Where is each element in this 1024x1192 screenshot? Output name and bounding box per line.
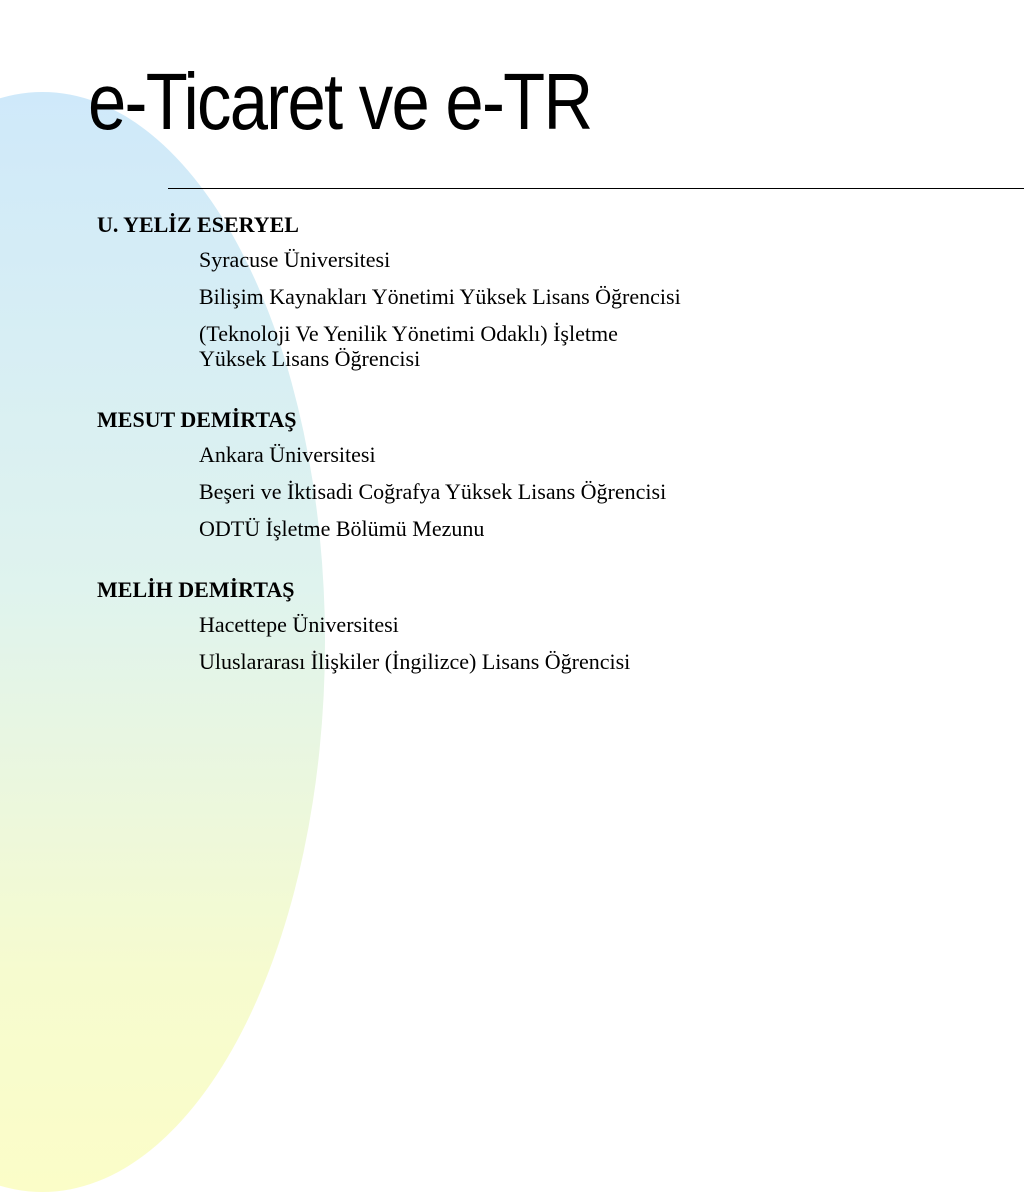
slide-content	[97, 210, 977, 708]
person-block-3	[97, 575, 977, 674]
person-detail: ODTÜ İşletme Bölümü Mezunu	[199, 516, 485, 541]
person-detail: Bilişim Kaynakları Yönetimi Yüksek Lisans Öğrencisi	[199, 284, 681, 309]
person-name: MELİH DEMİRTAŞ	[97, 577, 295, 602]
person-name: U. YELİZ ESERYEL	[97, 212, 299, 237]
person-detail: Ankara Üniversitesi	[199, 442, 376, 467]
slide-title: e-Ticaret ve e-TR	[88, 57, 592, 146]
person-detail: Syracuse Üniversitesi	[199, 247, 391, 272]
title-divider	[168, 188, 1024, 189]
person-detail: Beşeri ve İktisadi Coğrafya Yüksek Lisans Öğrencisi	[199, 479, 667, 504]
person-detail: Uluslararası İlişkiler (İngilizce) Lisans Öğrencisi	[199, 649, 631, 674]
person-block-1	[97, 210, 977, 371]
person-detail: (Teknoloji Ve Yenilik Yönetimi Odaklı) İşletme Yüksek Lisans Öğrencisi	[199, 321, 618, 371]
person-name: MESUT DEMİRTAŞ	[97, 407, 297, 432]
person-detail: Hacettepe Üniversitesi	[199, 612, 399, 637]
person-block-2	[97, 405, 977, 541]
